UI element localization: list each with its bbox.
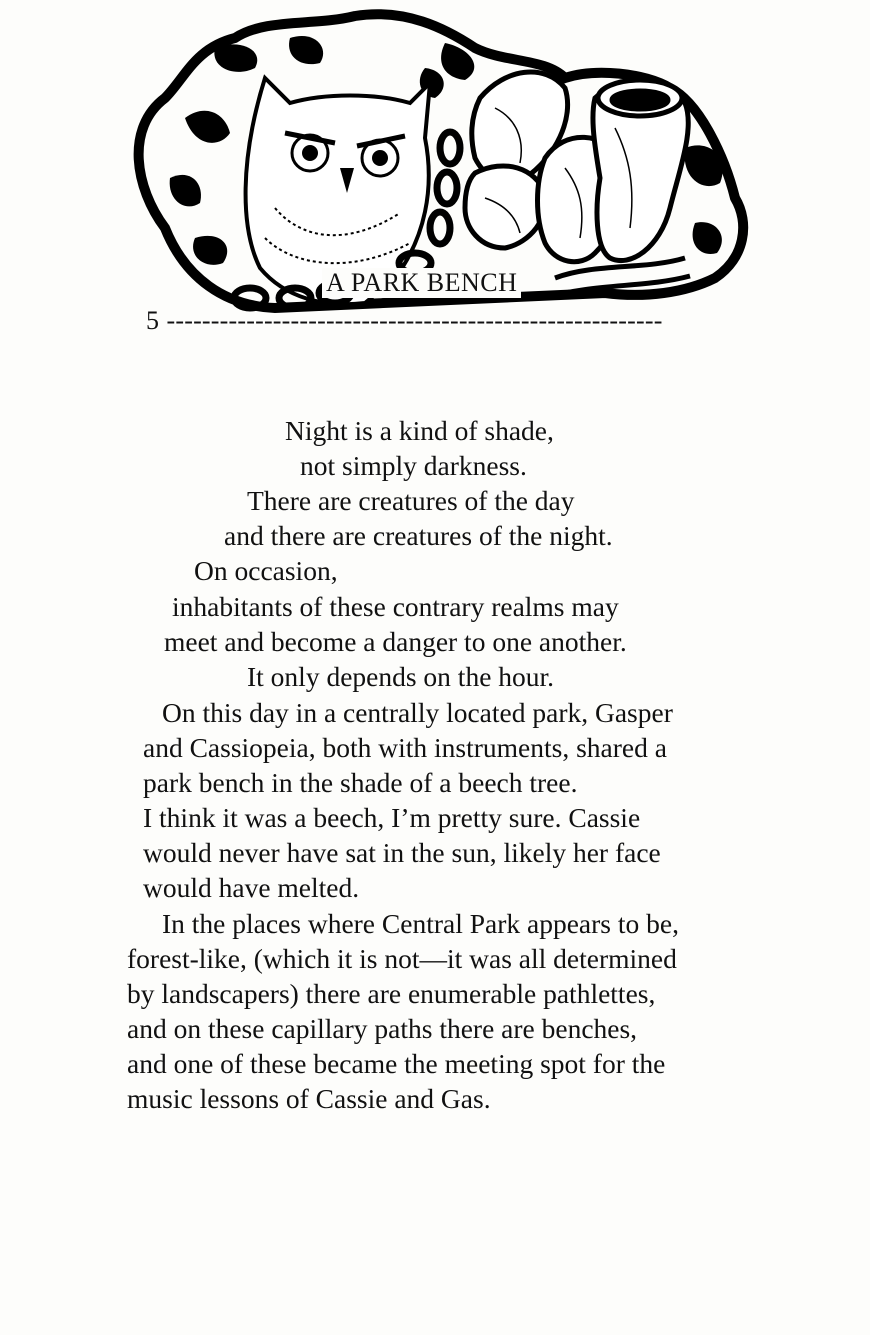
poem-line: It only depends on the hour. (247, 661, 555, 692)
prose-line: In the places where Central Park appears to be, (162, 908, 679, 939)
prose-line: On this day in a centrally located park, Gasper (162, 697, 673, 728)
chapter-title: A PARK BENCH (322, 268, 521, 298)
prose-line: park bench in the shade of a beech tree. (143, 767, 578, 798)
prose-line: and one of these became the meeting spot for the (127, 1048, 666, 1079)
poem-line: There are creatures of the day (247, 485, 575, 516)
prose-line: I think it was a beech, I’m pretty sure. Cassie (143, 802, 641, 833)
poem-line: inhabitants of these contrary realms may (172, 591, 619, 622)
prose-line: by landscapers) there are enumerable pathlettes, (127, 978, 656, 1009)
chapter-number: 5 (146, 306, 160, 335)
poem-line: not simply darkness. (300, 450, 527, 481)
chapter-heading-rule (146, 306, 663, 336)
poem-line: On occasion, (194, 555, 338, 586)
poem-line: Night is a kind of shade, (285, 415, 554, 446)
prose-line: and on these capillary paths there are benches, (127, 1013, 638, 1044)
prose-line: would never have sat in the sun, likely her face (143, 837, 661, 868)
poem-line: and there are creatures of the night. (224, 520, 613, 551)
prose-line: and Cassiopeia, both with instruments, shared a (143, 732, 667, 763)
prose-line: would have melted. (143, 872, 360, 903)
pitcher-plant-icon (465, 72, 690, 298)
poem-line: meet and become a danger to one another. (164, 626, 627, 657)
dashed-rule: -------------------------------------------------------- (166, 306, 663, 335)
prose-line: music lessons of Cassie and Gas. (127, 1083, 491, 1114)
prose-line: forest-like, (which it is not—it was all determined (127, 943, 677, 974)
